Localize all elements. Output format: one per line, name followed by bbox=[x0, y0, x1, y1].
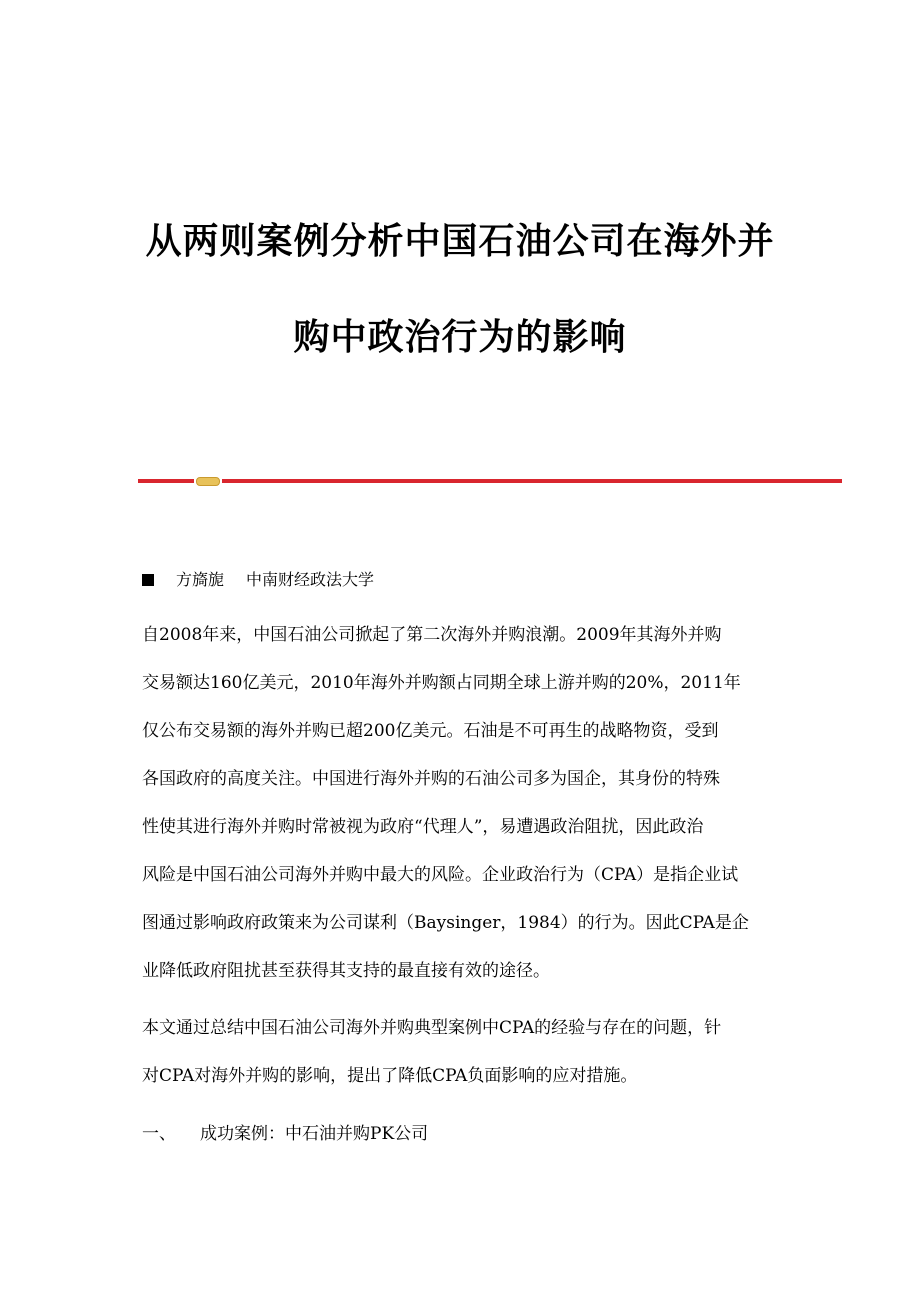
author-line bbox=[142, 568, 374, 592]
paragraph-line: 业降低政府阻扰甚至获得其支持的最直接有效的途径。 bbox=[142, 961, 550, 981]
paragraph-line: 性使其进行海外并购时常被视为政府“代理人”，易遭遇政治阻扰，因此政治 bbox=[142, 817, 704, 837]
section-heading-1 bbox=[142, 1110, 428, 1158]
title-line-2: 购中政治行为的影响 bbox=[293, 317, 627, 358]
body-paragraph-1 bbox=[142, 611, 782, 995]
section-number: 一、 bbox=[142, 1124, 176, 1144]
paragraph-line: 各国政府的高度关注。中国进行海外并购的石油公司多为国企，其身份的特殊 bbox=[142, 769, 720, 789]
body-paragraph-2 bbox=[142, 1004, 782, 1100]
paragraph-line: 自2008年来，中国石油公司掀起了第二次海外并购浪潮。2009年其海外并购 bbox=[142, 625, 722, 645]
paragraph-line: 交易额达160亿美元，2010年海外并购额占同期全球上游并购的20%，2011年 bbox=[142, 673, 741, 693]
paragraph-line: 图通过影响政府政策来为公司谋利（Baysinger，1984）的行为。因此CPA是企 bbox=[142, 913, 749, 933]
author-name: 方旖旎 bbox=[176, 570, 225, 589]
divider-bar-right bbox=[222, 479, 842, 483]
square-bullet-icon bbox=[142, 574, 154, 586]
author-affiliation: 中南财经政法大学 bbox=[246, 570, 375, 589]
paragraph-line: 本文通过总结中国石油公司海外并购典型案例中CPA的经验与存在的问题，针 bbox=[142, 1018, 722, 1038]
divider-bar-left bbox=[138, 479, 194, 483]
paragraph-line: 仅公布交易额的海外并购已超200亿美元。石油是不可再生的战略物资，受到 bbox=[142, 721, 719, 741]
paragraph-line: 风险是中国石油公司海外并购中最大的风险。企业政治行为（CPA）是指企业试 bbox=[142, 865, 739, 885]
divider-ornament-icon bbox=[196, 477, 220, 486]
title-line-1: 从两则案例分析中国石油公司在海外并 bbox=[145, 221, 775, 262]
paragraph-line: 对CPA对海外并购的影响，提出了降低CPA负面影响的应对措施。 bbox=[142, 1066, 638, 1086]
title-divider bbox=[138, 476, 842, 488]
section-title: 成功案例：中石油并购PK公司 bbox=[200, 1124, 429, 1144]
